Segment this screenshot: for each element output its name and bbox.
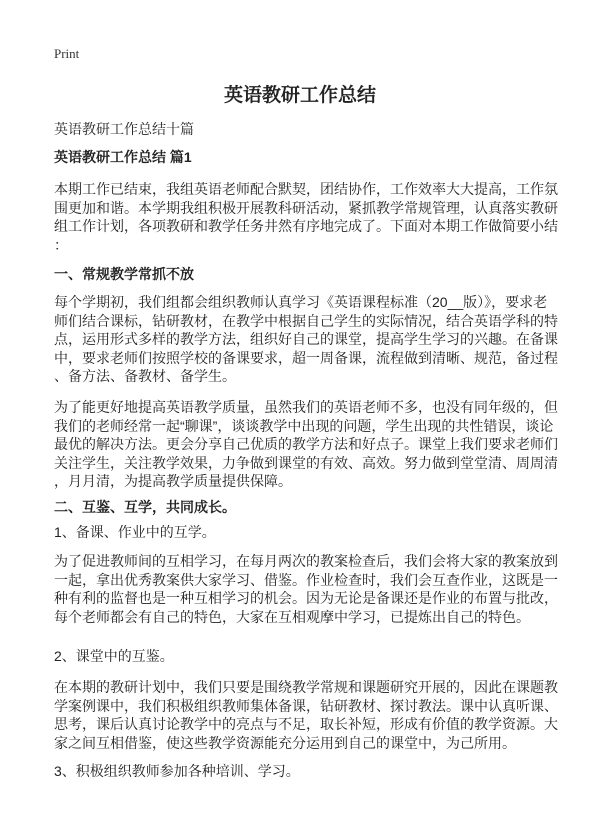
text-line: 组工作计划，各项教研和教学任务井然有序地完成了。下面对本期工作做简要小结 (54, 218, 558, 234)
text-line: 学案例课中，我们积极组织教师集体备课，钻研教材、探讨教法。课中认真听课、 (54, 697, 558, 714)
section2-paragraph1 (54, 552, 558, 626)
text-line: 种有利的监督也是一种互相学习的机会。因为无论是备课还是作业的布置与批改， (54, 590, 558, 606)
text-line: 围更加和谐。本学期我组积极开展教科研活动，紧抓教学常规管理，认真落实教研 (54, 199, 558, 216)
article-heading: 英语教研工作总结 篇1 (54, 149, 192, 165)
section1-paragraph1 (54, 293, 558, 386)
section2-sub1: 1、备课、作业中的互学。 (54, 524, 216, 540)
text-line: 每个学期初，我们组都会组织教师认真学习《英语课程标准（20__版）》，要求老 (54, 294, 548, 310)
intro-paragraph (54, 180, 558, 254)
section1-paragraph2 (54, 398, 558, 491)
print-link[interactable]: Print (54, 46, 80, 61)
section2-sub3: 3、积极组织教师参加各种培训、学习。 (54, 763, 300, 779)
text-line: 为了能更好地提高英语教学质量，虽然我们的英语老师不多，也没有同年级的，但 (54, 399, 558, 415)
text-line: 我们的老师经常一起“聊课”，谈谈教学中出现的问题，学生出现的共性错误，谈论 (54, 417, 554, 434)
text-line: 、备方法、备教材、备学生。 (54, 368, 236, 384)
section2-sub2: 2、课堂中的互鉴。 (54, 648, 174, 664)
text-line: 为了促进教师间的互相学习，在每月两次的教案检查后，我们会将大家的教案放到 (54, 553, 558, 569)
text-line: 本期工作已结束，我组英语老师配合默契，团结协作，工作效率大大提高，工作氛 (54, 181, 558, 197)
text-line: 点，运用形式多样的教学方法，组织好自己的课堂，提高学生学习的兴趣。在备课 (54, 331, 558, 347)
text-line: 一起，拿出优秀教案供大家学习、借鉴。作业检查时，我们会互查作业，这既是一 (54, 571, 558, 588)
section2-paragraph2 (54, 678, 558, 752)
document-title: 英语教研工作总结 (223, 85, 376, 106)
text-line: 中，要求老师们按照学校的备课要求，超一周备课，流程做到清晰、规范，备过程 (54, 349, 558, 366)
text-line: 家之间互相借鉴，使这些教学资源能充分运用到自己的课堂中，为己所用。 (54, 734, 516, 751)
text-line: 思考，课后认真讨论教学中的亮点与不足，取长补短，形成有价值的教学资源。大 (54, 716, 558, 732)
text-line: 关注学生，关注教学效果，力争做到课堂的有效、高效。努力做到堂堂清、周周清 (54, 454, 558, 471)
text-line: ，月月清，为提高教学质量提供保障。 (54, 473, 292, 489)
subtitle: 英语教研工作总结十篇 (54, 121, 194, 137)
text-line: ： (54, 236, 68, 253)
text-line: 师们结合课标，钻研教材，在教学中根据自己学生的实际情况，结合英语学科的特 (54, 312, 558, 329)
text-line: 在本期的教研计划中，我们只要是围绕教学常规和课题研究开展的，因此在课题教 (54, 679, 558, 695)
section2-heading: 二、互鉴、互学，共同成长。 (54, 499, 236, 515)
text-line: 每个老师都会有自己的特色，大家在互相观摩中学习，已提炼出自己的特色。 (54, 608, 530, 625)
text-line: 最优的解决方法。更会分享自己优质的教学方法和好点子。课堂上我们要求老师们 (54, 436, 558, 452)
section1-heading: 一、常规教学常抓不放 (54, 266, 194, 282)
